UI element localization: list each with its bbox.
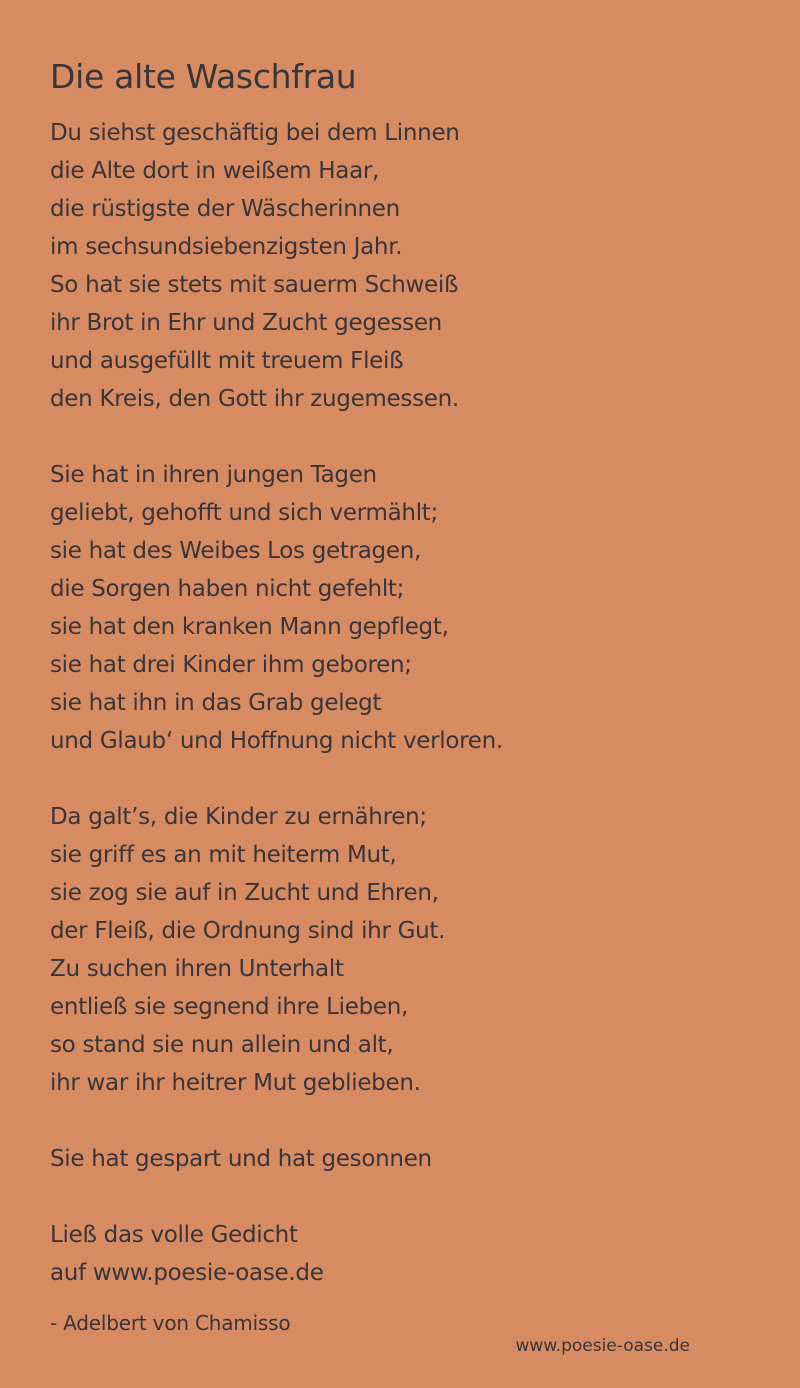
poem-container [50, 52, 770, 1330]
poem-line: der Fleiß, die Ordnung sind ihr Gut. [50, 918, 446, 944]
poem-line: im sechsundsiebenzigsten Jahr. [50, 234, 403, 260]
poem-line: Sie hat gespart und hat gesonnen [50, 1146, 432, 1172]
poem-line: und Glaub‘ und Hoffnung nicht verloren. [50, 728, 503, 754]
poem-line: sie hat des Weibes Los getragen, [50, 538, 421, 564]
poem-author: - Adelbert von Chamisso [50, 1311, 291, 1335]
poem-line: Zu suchen ihren Unterhalt [50, 956, 344, 982]
stanza-1 [50, 114, 770, 418]
poem-line: die Sorgen haben nicht gefehlt; [50, 576, 405, 602]
poem-line: die Alte dort in weißem Haar, [50, 158, 380, 184]
poem-line: geliebt, gehofft und sich vermählt; [50, 500, 438, 526]
poem-line: sie zog sie auf in Zucht und Ehren, [50, 880, 439, 906]
poem-line: sie hat drei Kinder ihm geboren; [50, 652, 412, 678]
stanza-3 [50, 798, 770, 1102]
poem-line: den Kreis, den Gott ihr zugemessen. [50, 386, 459, 412]
poem-line: So hat sie stets mit sauerm Schweiß [50, 272, 459, 298]
poem-line: sie hat den kranken Mann gepflegt, [50, 614, 449, 640]
read-more-link-line: auf www.poesie-oase.de [50, 1260, 324, 1286]
poem-line: die rüstigste der Wäscherinnen [50, 196, 400, 222]
poem-line: so stand sie nun allein und alt, [50, 1032, 394, 1058]
stanza-2 [50, 456, 770, 760]
poem-line: ihr war ihr heitrer Mut geblieben. [50, 1070, 421, 1096]
poem-line: und ausgefüllt mit treuem Fleiß [50, 348, 404, 374]
poem-line: sie griff es an mit heiterm Mut, [50, 842, 397, 868]
poem-line: entließ sie segnend ihre Lieben, [50, 994, 409, 1020]
poem-line: Du siehst geschäftig bei dem Linnen [50, 120, 460, 146]
read-more-line: Ließ das volle Gedicht [50, 1222, 298, 1248]
poem-line: ihr Brot in Ehr und Zucht gegessen [50, 310, 442, 336]
website-watermark: www.poesie-oase.de [515, 1336, 690, 1356]
poem-title: Die alte Waschfrau [50, 57, 357, 96]
poem-line: Da galt’s, die Kinder zu ernähren; [50, 804, 427, 830]
stanza-4 [50, 1140, 770, 1178]
poem-line: sie hat ihn in das Grab gelegt [50, 690, 382, 716]
poem-line: Sie hat in ihren jungen Tagen [50, 462, 377, 488]
read-more-note [50, 1216, 770, 1292]
